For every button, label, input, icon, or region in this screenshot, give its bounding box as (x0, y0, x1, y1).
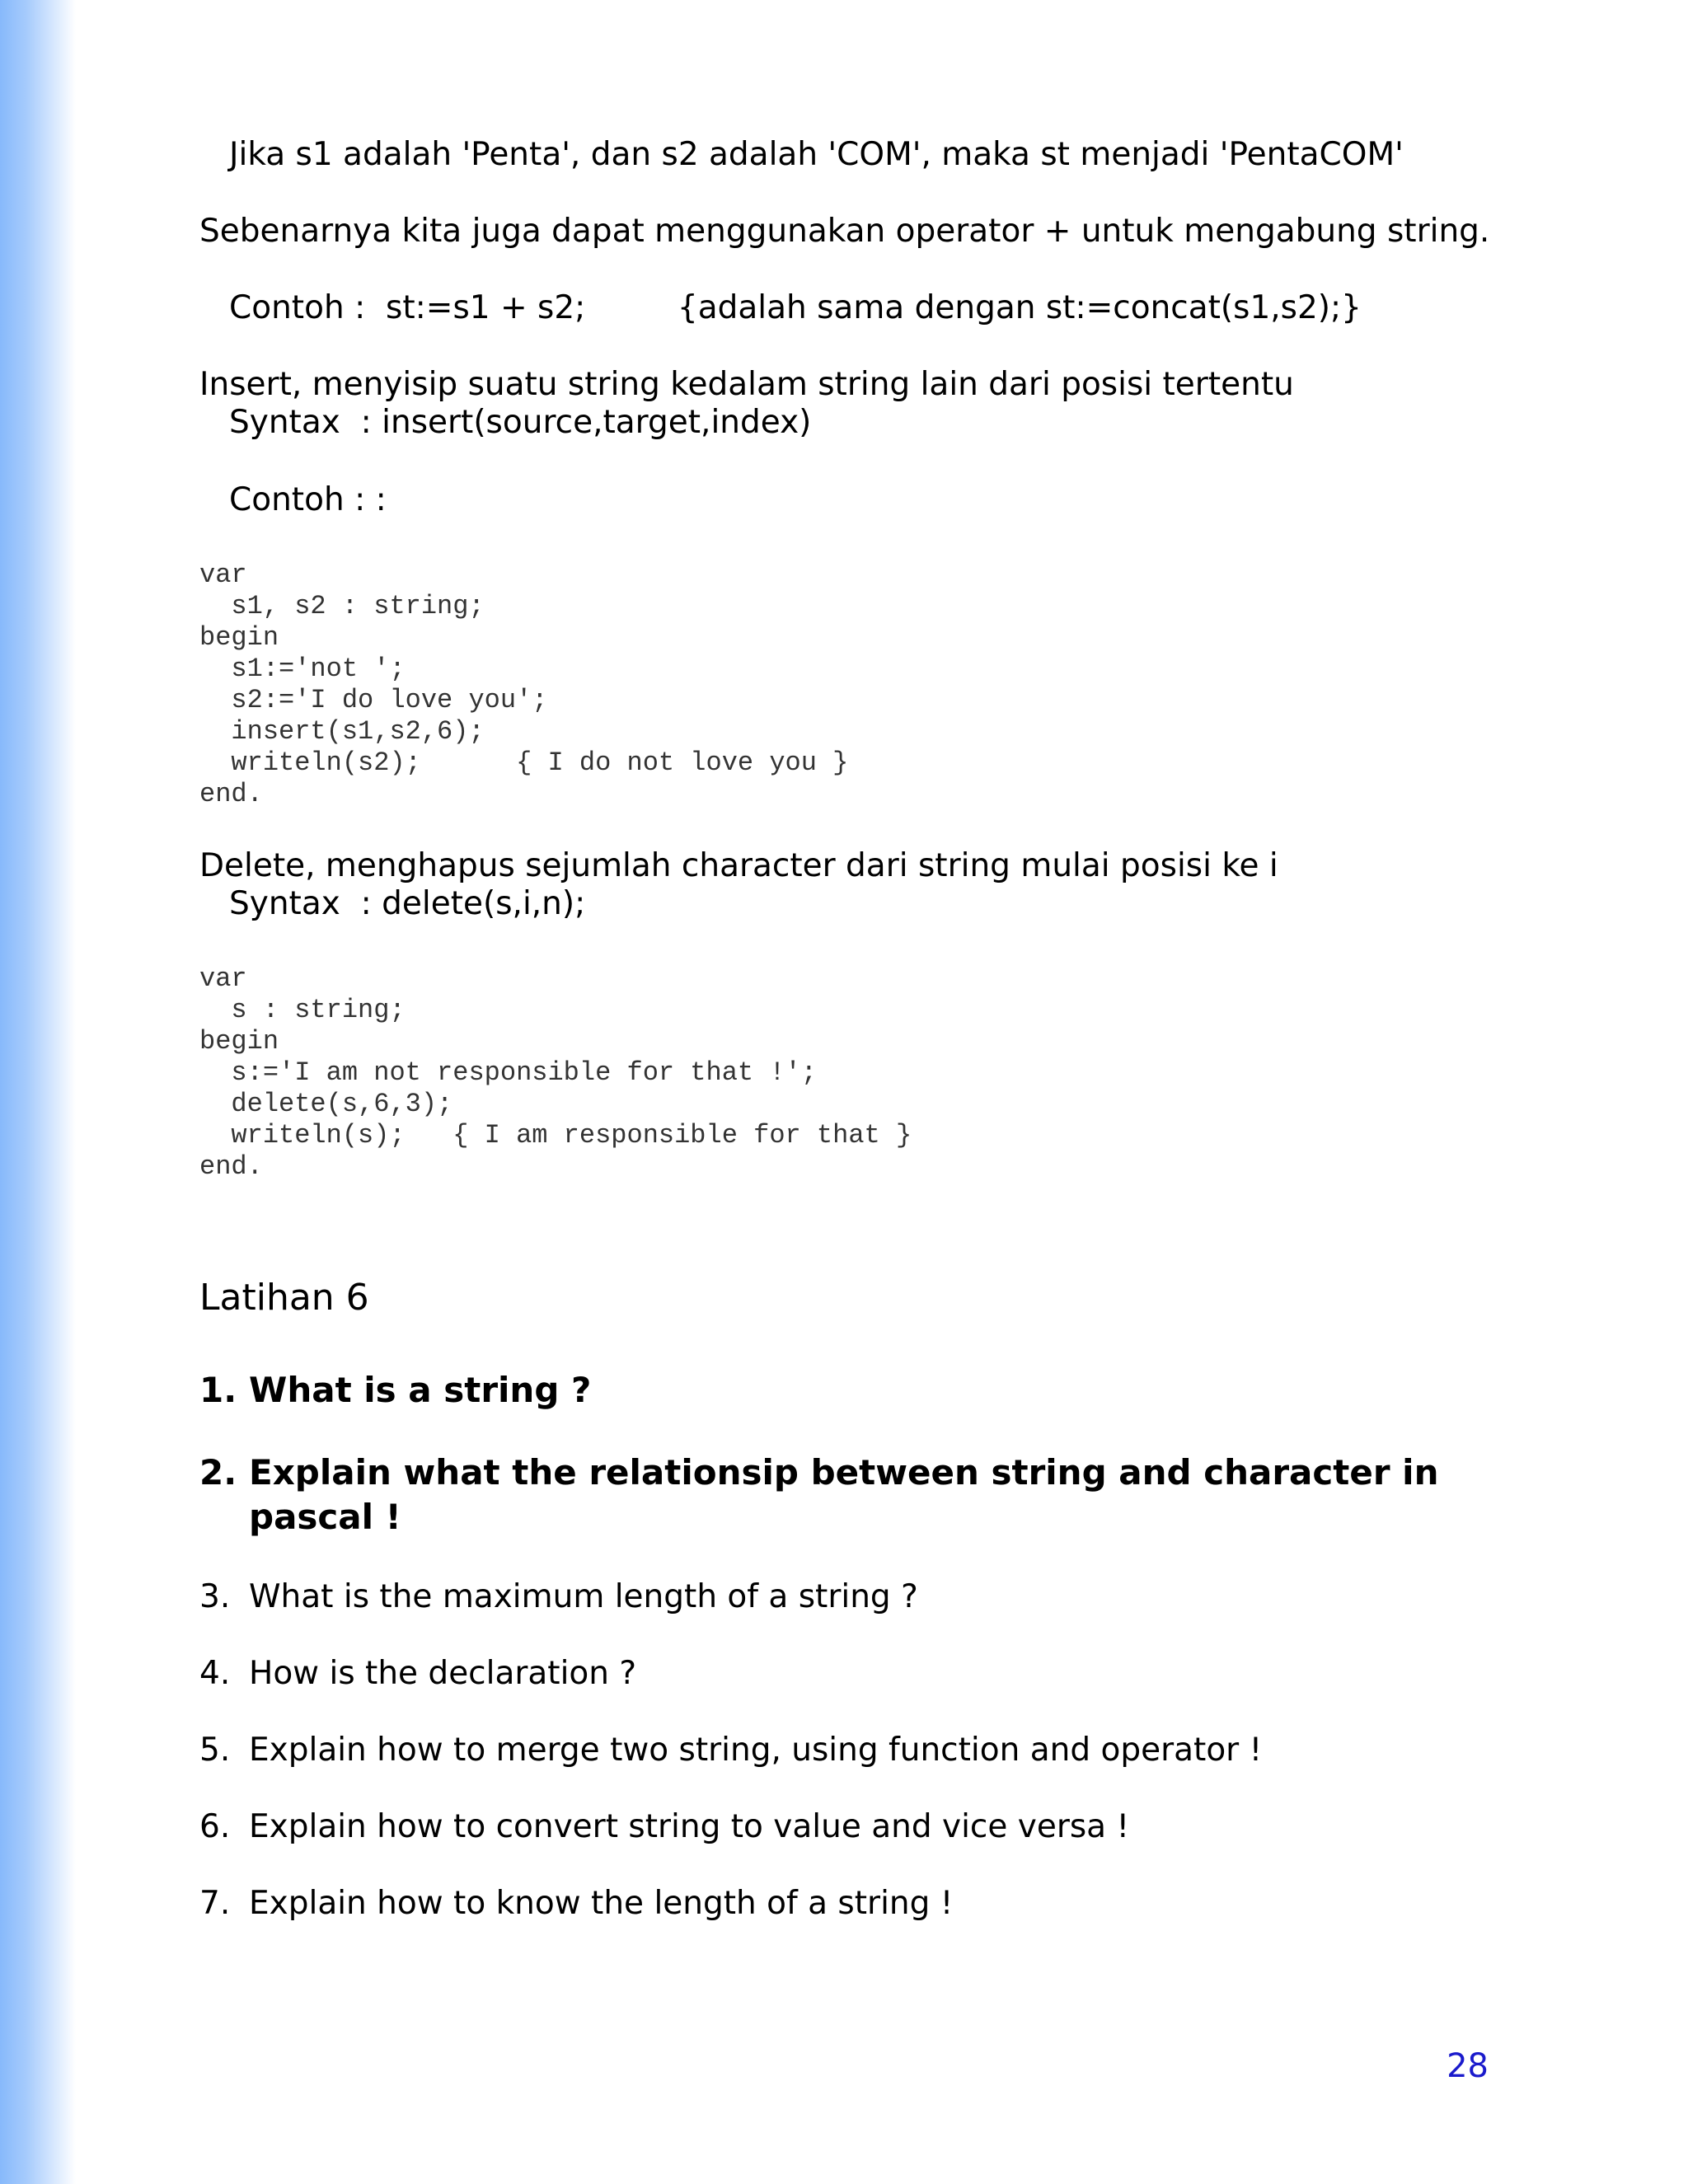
page-edge-bar (0, 0, 76, 2184)
insert-example-label: Contoh : : (229, 481, 387, 518)
delete-syntax: Syntax : delete(s,i,n); (229, 885, 586, 922)
question-number: 3. (199, 1578, 231, 1615)
question-number: 6. (199, 1808, 231, 1845)
insert-syntax: Syntax : insert(source,target,index) (229, 404, 812, 441)
question-number: 4. (199, 1655, 231, 1692)
plus-operator-note: Sebenarnya kita juga dapat menggunakan operator + untuk mengabung string. (199, 213, 1490, 250)
insert-code-block: var s1, s2 : string; begin s1:='not '; s2:='I do love you'; insert(s1,s2,6); writeln(s2); { I do not love you } end. (199, 560, 849, 809)
question-text: Explain how to know the length of a string ! (249, 1885, 954, 1922)
concat-example-text: Jika s1 adalah 'Penta', dan s2 adalah 'COM', maka st menjadi 'PentaCOM' (229, 136, 1404, 173)
question-number: 7. (199, 1885, 231, 1922)
question-text: Explain what the relationsip between string and character in pascal ! (249, 1452, 1439, 1537)
question-text: Explain how to convert string to value and vice versa ! (249, 1808, 1130, 1845)
exercise-title: Latihan 6 (199, 1277, 369, 1319)
question-text: Explain how to merge two string, using function and operator ! (249, 1732, 1263, 1769)
question-text: How is the declaration ? (249, 1655, 637, 1692)
question-number: 2. (199, 1452, 237, 1493)
page-number: 28 (1447, 2047, 1489, 2085)
insert-description: Insert, menyisip suatu string kedalam string lain dari posisi tertentu (199, 366, 1294, 403)
question-number: 1. (199, 1370, 237, 1410)
question-text: What is the maximum length of a string ? (249, 1578, 918, 1615)
question-number: 5. (199, 1732, 231, 1769)
delete-code-block: var s : string; begin s:='I am not responsible for that !'; delete(s,6,3); writeln(s); { I am responsible for that } end. (199, 963, 912, 1182)
question-text: What is a string ? (249, 1370, 592, 1410)
plus-example-text: Contoh : st:=s1 + s2; {adalah sama dengan st:=concat(s1,s2);} (229, 289, 1362, 326)
delete-description: Delete, menghapus sejumlah character dari string mulai posisi ke i (199, 847, 1278, 884)
